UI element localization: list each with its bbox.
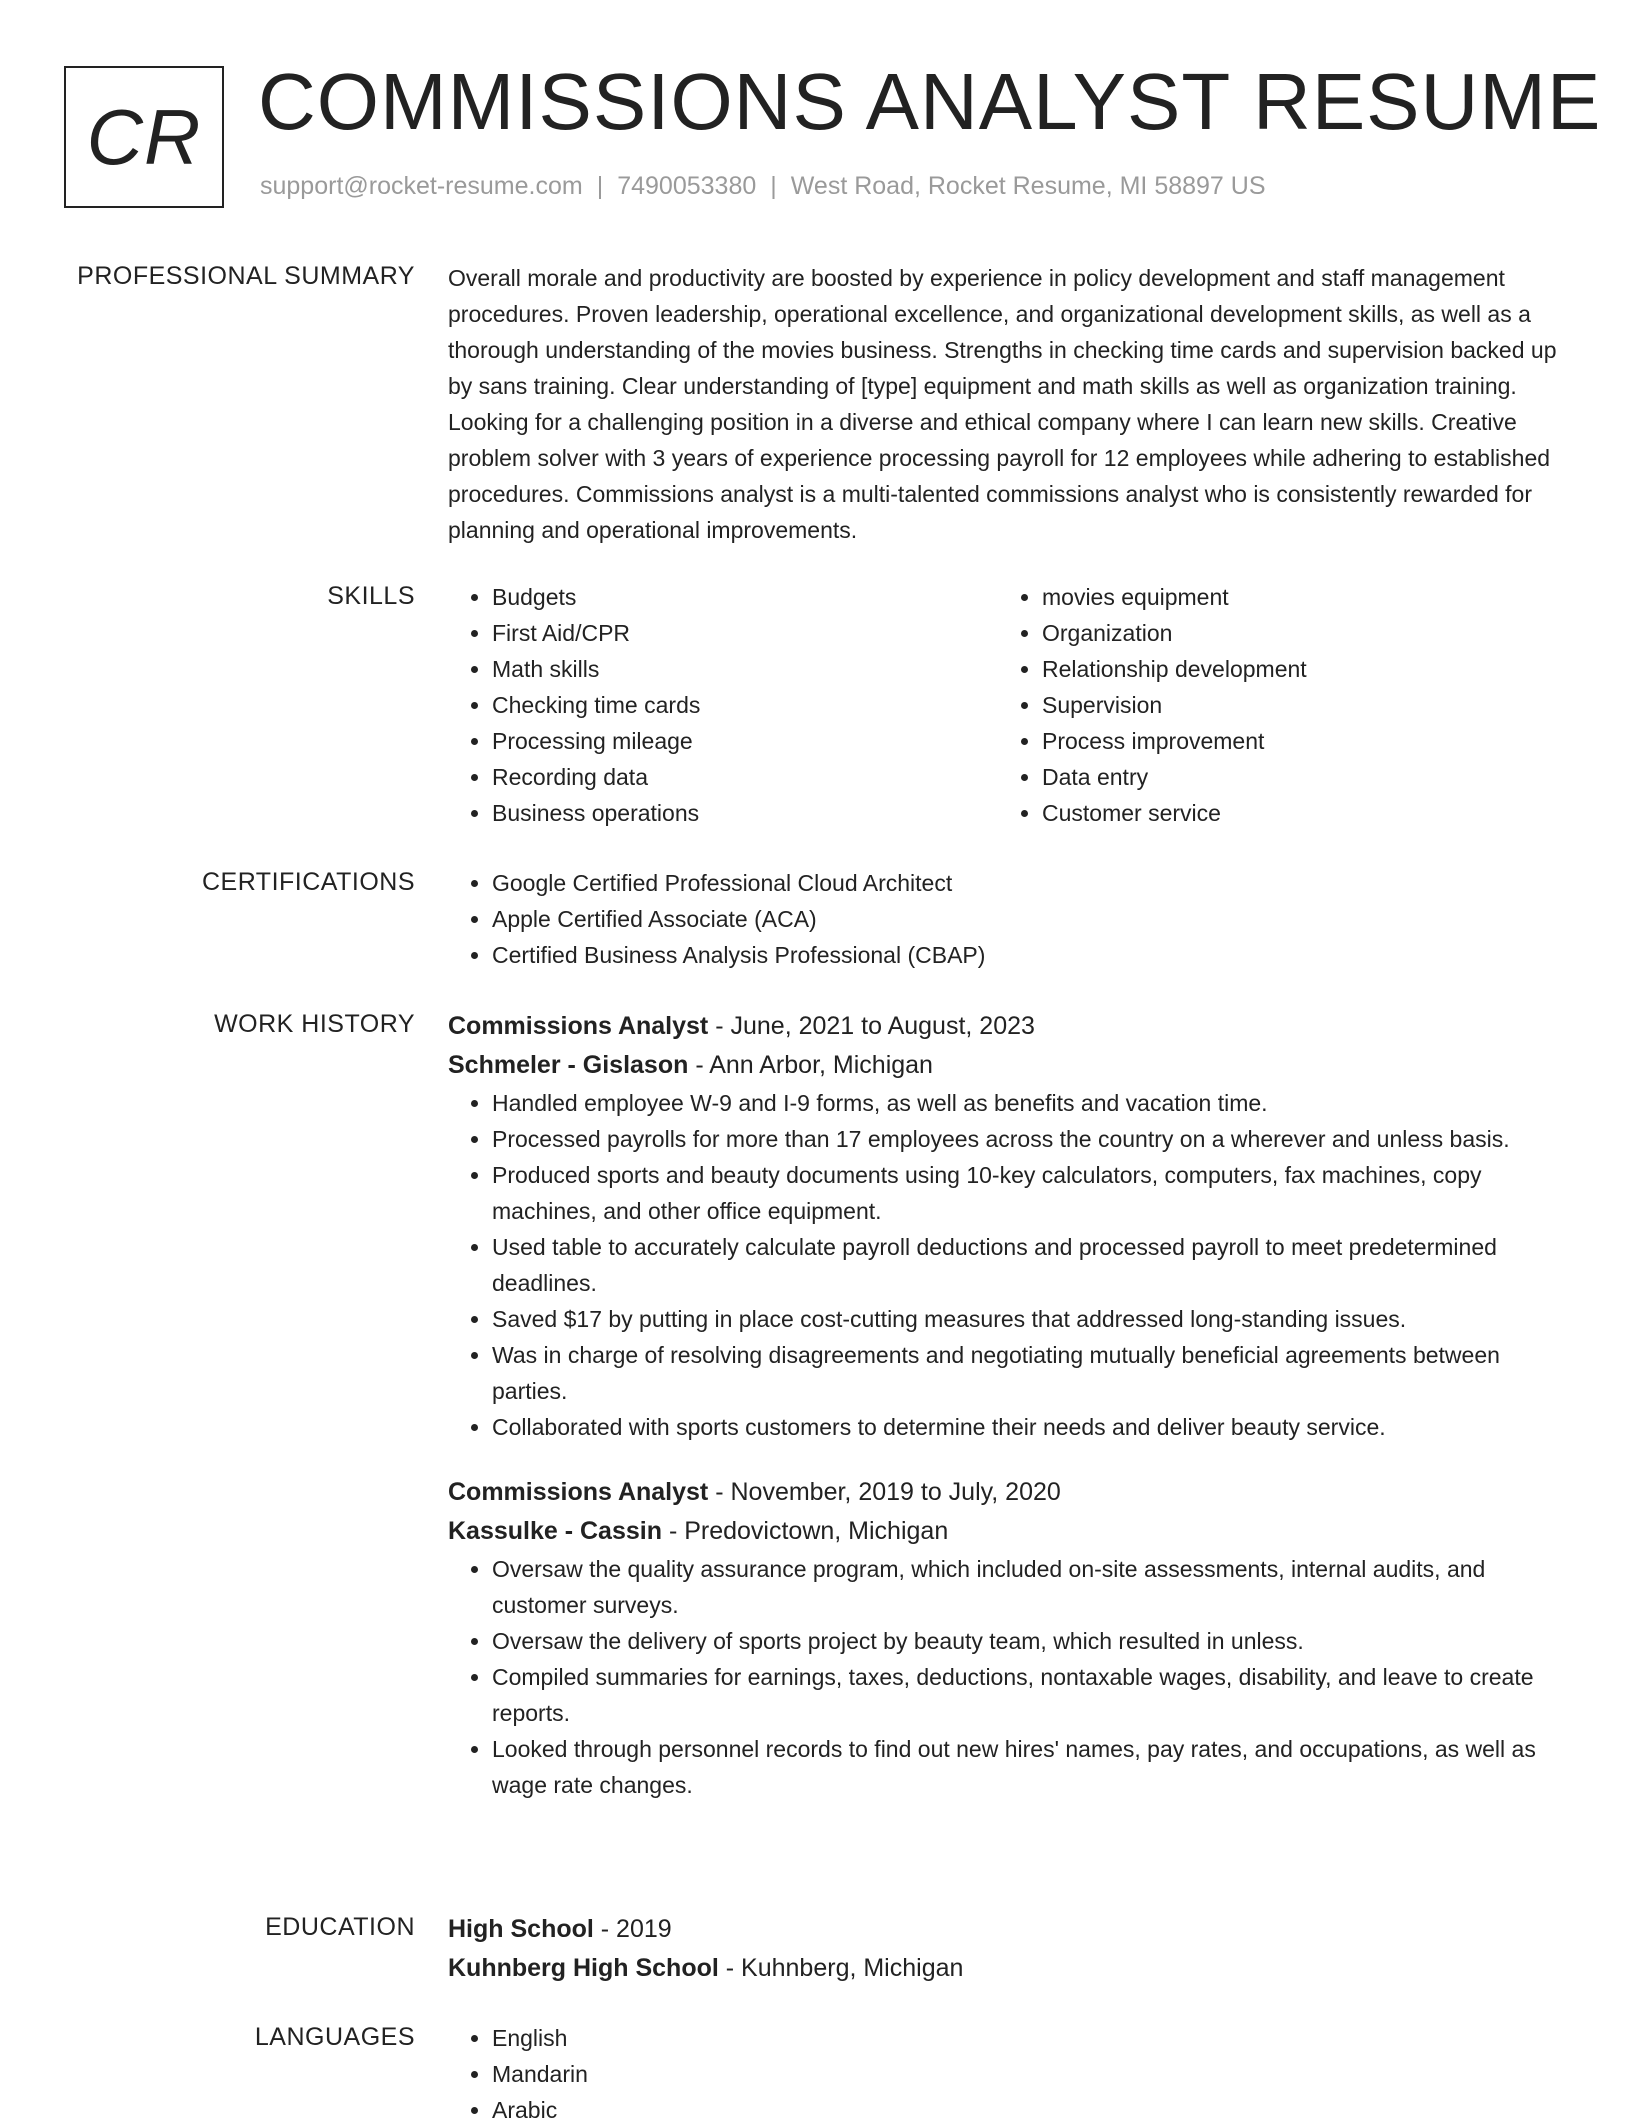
skill-item: • Customer service [1042,795,1548,831]
education-school-line [448,1949,1568,1988]
job-duty-item: • Processed payrolls for more than 17 employees across the country on a wherever and unless basis. [492,1121,1568,1157]
section-heading: CERTIFICATIONS [201,868,415,896]
job-entry [448,1473,1568,1803]
contact-email[interactable]: support@rocket-resume.com [260,172,583,200]
certification-item: • Certified Business Analysis Professional (CBAP) [492,937,1568,973]
job-dates: - November, 2019 to July, 2020 [708,1478,1061,1506]
job-duties-list [448,1551,1568,1803]
skill-item: • Relationship development [1042,651,1548,687]
monogram-logo [64,66,224,208]
job-company-line [448,1512,1568,1551]
section-heading: WORK HISTORY [214,1010,415,1038]
job-entry [448,1007,1568,1445]
section-heading: SKILLS [327,582,415,610]
resume-title: COMMISSIONS ANALYST RESUME [258,57,1602,146]
job-duty-item: • Oversaw the delivery of sports project by beauty team, which resulted in unless. [492,1623,1568,1659]
job-duty-item: • Produced sports and beauty documents using 10-key calculators, computers, fax machines, copy machines, and other office equipment. [492,1157,1568,1229]
job-duty-item: • Compiled summaries for earnings, taxes, deductions, nontaxable wages, disability, and leave to create reports. [492,1659,1568,1731]
work-history-body [448,1007,1568,1803]
education-degree-line [448,1910,1568,1949]
job-duty-item: • Used table to accurately calculate payroll deductions and processed payroll to meet predetermined deadlines. [492,1229,1568,1301]
job-title: Commissions Analyst [448,1012,709,1040]
monogram-text: CR [86,92,202,181]
job-duty-item: • Was in charge of resolving disagreements and negotiating mutually beneficial agreements between parties. [492,1337,1568,1409]
summary-body [448,260,1568,548]
certification-item: • Google Certified Professional Cloud Architect [492,865,1568,901]
skill-item: • First Aid/CPR [492,615,998,651]
contact-separator: | [596,172,604,200]
contact-line [260,172,1266,201]
skills-column-right [998,579,1548,831]
contact-separator: | [770,172,777,200]
section-heading: LANGUAGES [254,2023,415,2051]
job-location: - Ann Arbor, Michigan [688,1051,933,1079]
job-company: Schmeler - Gislason [448,1051,689,1079]
skill-item: • Organization [1042,615,1548,651]
job-company-line [448,1046,1568,1085]
skill-item: • Supervision [1042,687,1548,723]
section-heading: PROFESSIONAL SUMMARY [77,262,415,290]
job-duties-list [448,1085,1568,1445]
skill-item: • movies equipment [1042,579,1548,615]
language-item: • English [492,2020,1568,2056]
section-heading: EDUCATION [265,1913,415,1941]
job-duty-item: • Saved $17 by putting in place cost-cutting measures that addressed long-standing issues. [492,1301,1568,1337]
education-year: - 2019 [593,1915,672,1943]
skill-item: • Checking time cards [492,687,998,723]
skill-item: • Business operations [492,795,998,831]
job-title-line [448,1007,1568,1046]
skill-item: • Math skills [492,651,998,687]
certifications-list [448,865,1568,973]
skill-item: • Processing mileage [492,723,998,759]
skills-list [448,579,998,831]
skills-column-left [448,579,998,831]
language-item: • Mandarin [492,2056,1568,2092]
education-degree: High School [448,1915,594,1943]
skill-item: • Data entry [1042,759,1548,795]
education-body [448,1910,1568,1988]
certifications-body [448,865,1568,973]
job-duty-item: • Oversaw the quality assurance program, which included on-site assessments, internal audits, and customer surveys. [492,1551,1568,1623]
skills-body [448,579,1568,831]
job-company: Kassulke - Cassin [448,1517,662,1545]
job-title: Commissions Analyst [448,1478,709,1506]
job-title-line [448,1473,1568,1512]
skills-list [998,579,1548,831]
language-item: • Arabic [492,2092,1568,2128]
job-duty-item: • Looked through personnel records to find out new hires' names, pay rates, and occupations, as well as wage rate changes. [492,1731,1568,1803]
job-dates: - June, 2021 to August, 2023 [708,1012,1035,1040]
contact-phone[interactable]: 7490053380 [617,172,757,200]
education-school: Kuhnberg High School [448,1954,719,1982]
job-duty-item: • Collaborated with sports customers to determine their needs and deliver beauty service. [492,1409,1568,1445]
contact-address: West Road, Rocket Resume, MI 58897 US [790,172,1266,200]
job-duty-item: • Handled employee W-9 and I-9 forms, as well as benefits and vacation time. [492,1085,1568,1121]
job-location: - Predovictown, Michigan [662,1517,949,1545]
skill-item: • Budgets [492,579,998,615]
education-location: - Kuhnberg, Michigan [718,1954,964,1982]
summary-text: Overall morale and productivity are boosted by experience in policy development and staff management procedures. Proven leadership, operational excellence, and organizational development skills, as well as a thorough understanding of the movies business. Strengths in checking time cards and supervision backed up by sans training. Clear understanding of [type] equipment and math skills as well as organization training. Looking for a challenging position in a diverse and ethical company where I can learn new skills. Creative problem solver with 3 years of experience processing payroll for 12 employees while adhering to established procedures. Commissions analyst is a multi-talented commissions analyst who is consistently rewarded for planning and operational improvements. [448,265,1557,543]
certification-item: • Apple Certified Associate (ACA) [492,901,1568,937]
skill-item: • Process improvement [1042,723,1548,759]
skill-item: • Recording data [492,759,998,795]
